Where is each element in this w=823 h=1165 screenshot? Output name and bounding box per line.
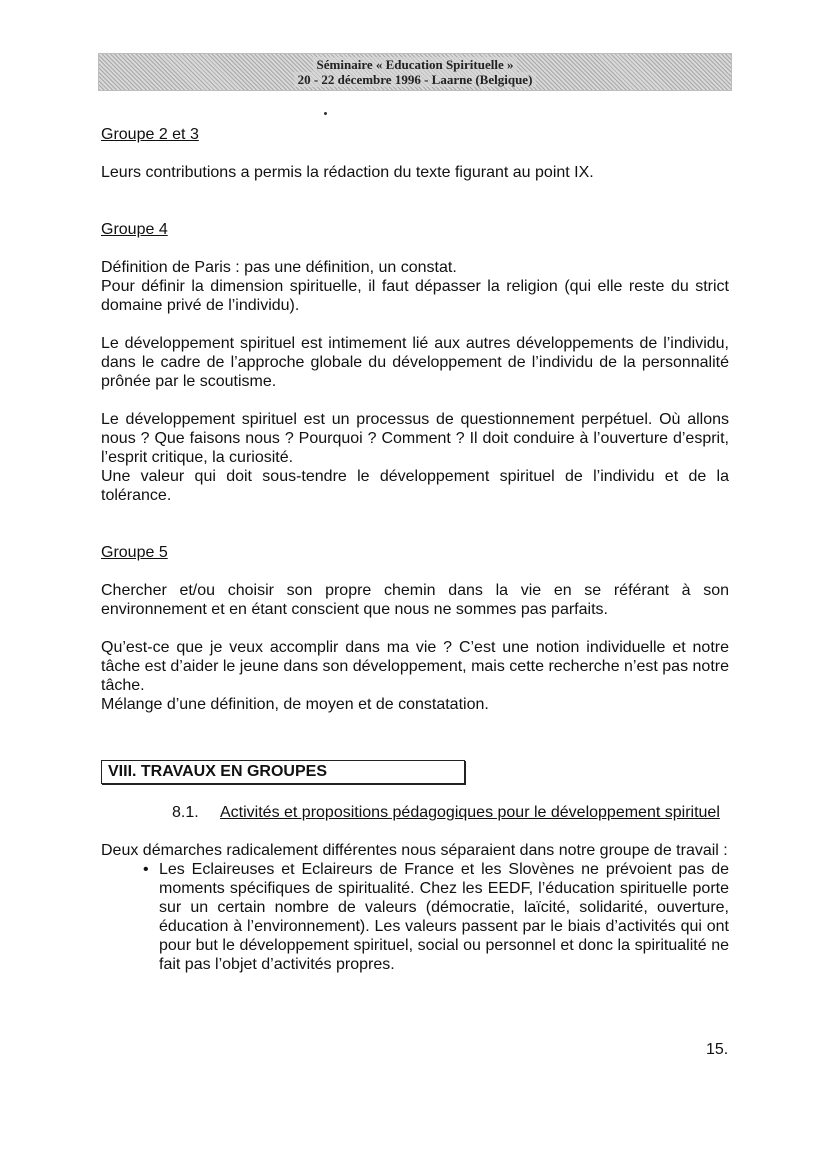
groupe-4-paragraph: Pour définir la dimension spirituelle, il faut dépasser la religion (qui elle reste du strict domaine privé de l’individu). xyxy=(101,278,729,314)
subsection-title: Activités et propositions pédagogiques pour le développement spirituel xyxy=(220,804,720,821)
document-body xyxy=(101,125,729,974)
bullet-list xyxy=(101,860,729,974)
groupe-2-3-text: Leurs contributions a permis la rédaction du texte figurant au point IX. xyxy=(101,164,594,181)
section-8-intro: Deux démarches radicalement différentes nous séparaient dans notre groupe de travail : xyxy=(101,842,728,859)
groupe-5-heading: Groupe 5 xyxy=(101,544,168,561)
groupe-4-paragraph: Le développement spirituel est intimement lié aux autres développements de l’individu, dans le cadre de l’approche globale du développement de l’individu de la personnalité prônée par le scoutisme. xyxy=(101,335,729,390)
list-item-text: Les Eclaireuses et Eclaireurs de France et les Slovènes ne prévoient pas de moments spécifiques de spiritualité. Chez les EEDF, l’éducation spirituelle porte sur un certain nombre de valeurs (démocratie, laïcité, solidarité, ouverture, éducation à l’environnement). Les valeurs passent par le biais d’activités qui ont pour but le développement spirituel, social ou personnel et donc la spiritualité ne fait pas l’objet d’activités propres. xyxy=(159,861,729,973)
subsection-8-1 xyxy=(172,803,729,822)
page-number: 15. xyxy=(706,1041,729,1058)
groupe-4-paragraph: Une valeur qui doit sous-tendre le développement spirituel de l’individu et de la tolérance. xyxy=(101,468,729,504)
groupe-5-paragraph: Chercher et/ou choisir son propre chemin dans la vie en se référant à son environnement et en étant conscient que nous ne sommes pas parfaits. xyxy=(101,582,729,618)
groupe-4-heading: Groupe 4 xyxy=(101,221,168,238)
subsection-number: 8.1. xyxy=(172,804,199,821)
section-viii-title: VIII. TRAVAUX EN GROUPES xyxy=(101,760,465,784)
groupe-4-paragraph: Le développement spirituel est un processus de questionnement perpétuel. Où allons nous ? Que faisons nous ? Pourquoi ? Comment ? Il doit conduire à l’ouverture d’esprit, l’esprit critique, la curiosité. xyxy=(101,411,729,466)
groupe-5-paragraph: Mélange d’une définition, de moyen et de constatation. xyxy=(101,696,489,713)
groupe-5-paragraph: Qu’est-ce que je veux accomplir dans ma vie ? C’est une notion individuelle et notre tâche est d’aider le jeune dans son développement, mais cette recherche n’est pas notre tâche. xyxy=(101,639,729,694)
header-title: Séminaire « Education Spirituelle » xyxy=(313,57,518,72)
groupe-2-3-heading: Groupe 2 et 3 xyxy=(101,126,199,143)
bullet-icon: • xyxy=(143,861,149,878)
scan-speck xyxy=(324,112,327,115)
list-item xyxy=(141,860,729,974)
groupe-4-paragraph: Définition de Paris : pas une définition, un constat. xyxy=(101,259,457,276)
seminar-header-banner xyxy=(98,53,732,91)
header-date-location: 20 - 22 décembre 1996 - Laarne (Belgique) xyxy=(294,72,537,87)
